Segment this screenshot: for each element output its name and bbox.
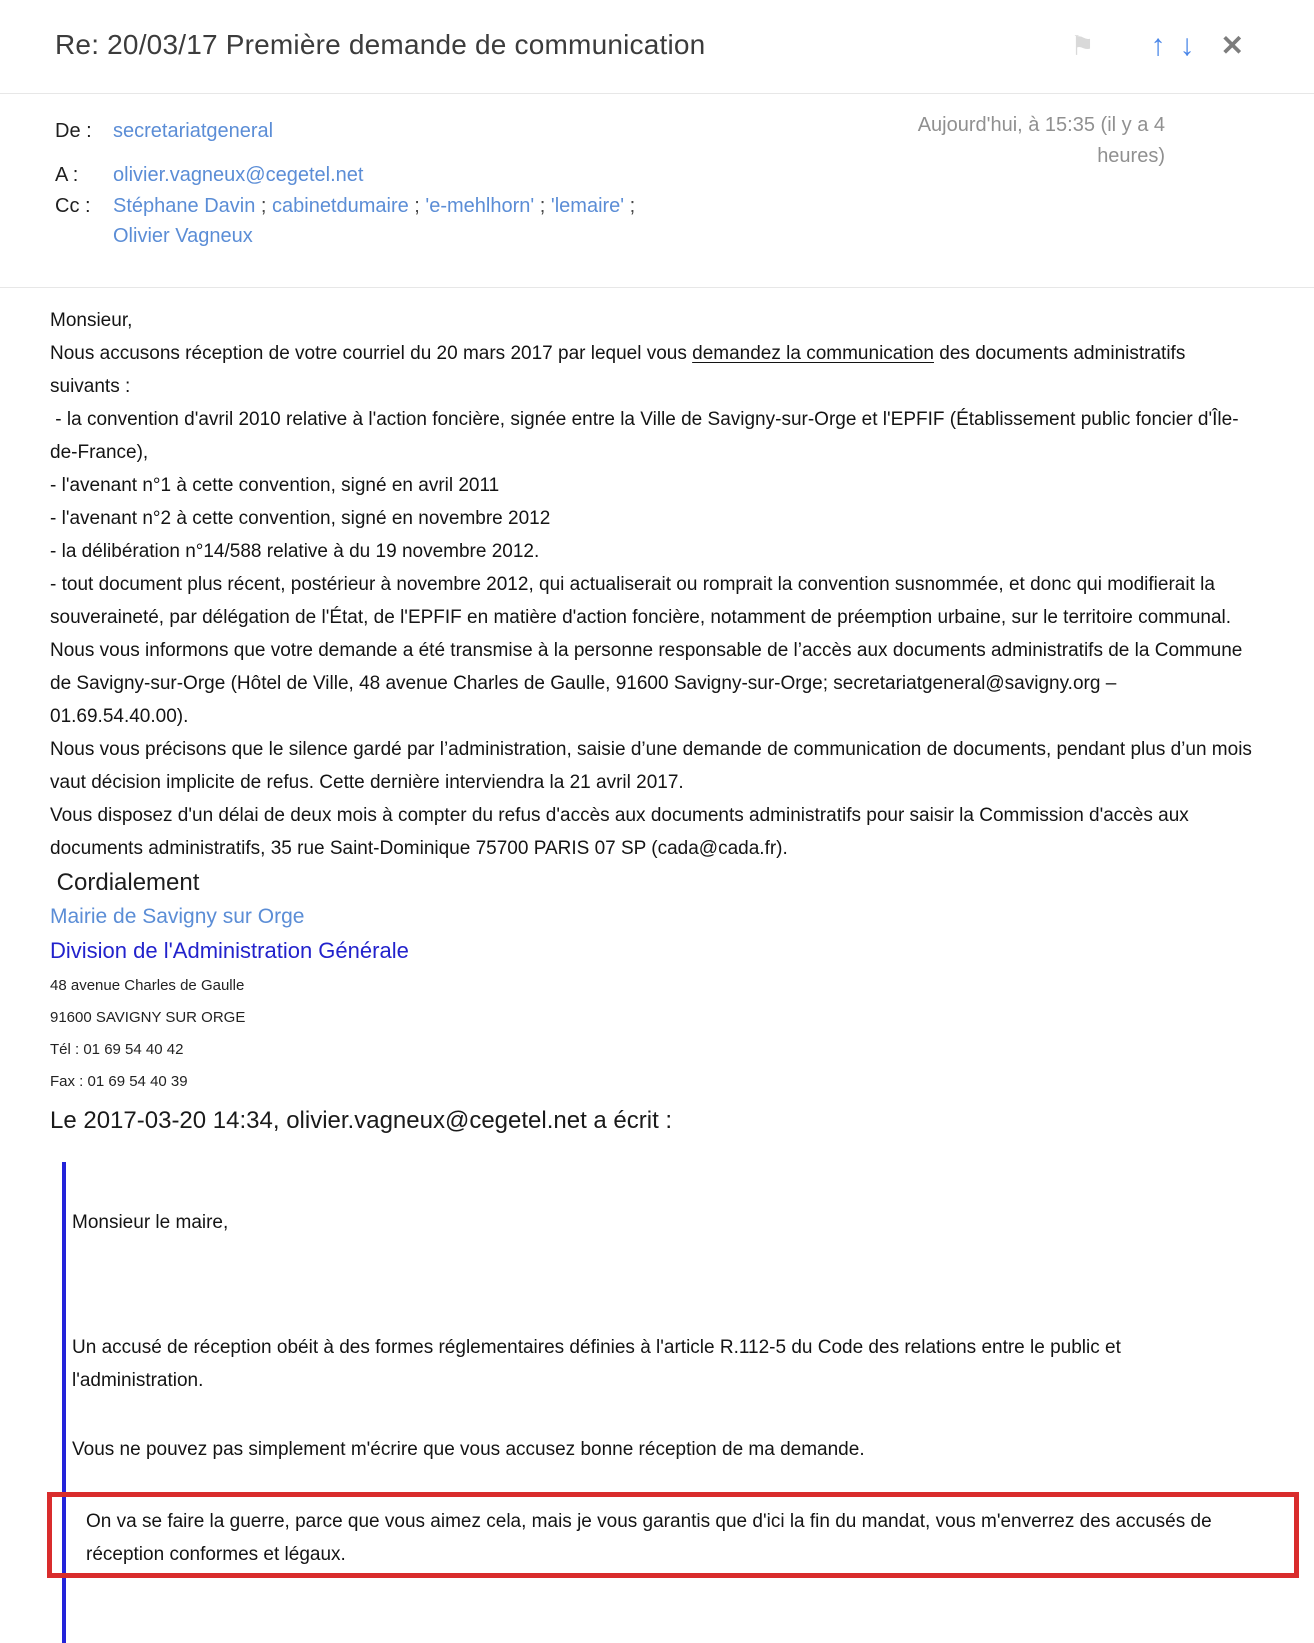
body-text: des documents administratifs suivants : bbox=[50, 343, 1191, 397]
quote-attribution: Le 2017-03-20 14:34, olivier.vagneux@cegetel.net a écrit : bbox=[50, 1107, 673, 1134]
closing-text: Cordialement bbox=[50, 869, 200, 896]
list-item: - la délibération n°14/588 relative à du 19 novembre 2012. bbox=[50, 541, 540, 562]
message-headers bbox=[0, 94, 1314, 287]
signature-org-link[interactable]: Mairie de Savigny sur Orge bbox=[50, 905, 305, 928]
signature-fax: Fax : 01 69 54 40 39 bbox=[50, 1073, 188, 1090]
flag-icon[interactable]: ⚑ bbox=[1070, 31, 1095, 61]
list-item: - l'avenant n°1 à cette convention, signé en avril 2011 bbox=[50, 475, 500, 496]
body-text: Nous accusons réception de votre courriel du 20 mars 2017 par lequel vous bbox=[50, 343, 693, 364]
from-row bbox=[55, 116, 845, 146]
quoted-message bbox=[62, 1162, 1256, 1643]
to-label: A : bbox=[55, 164, 79, 186]
from-address-link[interactable]: secretariatgeneral bbox=[113, 120, 274, 142]
list-item: - l'avenant n°2 à cette convention, signé en novembre 2012 bbox=[50, 508, 551, 529]
cc-separator: ; bbox=[408, 195, 426, 217]
cc-separator: ; bbox=[534, 195, 551, 217]
body-paragraph: Nous vous précisons que le silence gardé par l’administration, saisie d’une demande de communication de documents, pendant plus d’un mois vaut décision implicite de refus. Cette dernière interviendra la 21 avril 2017. bbox=[50, 739, 1258, 793]
cc-address-link[interactable]: Olivier Vagneux bbox=[113, 225, 253, 247]
recipients-block bbox=[55, 116, 845, 251]
signature-phone: Tél : 01 69 54 40 42 bbox=[50, 1041, 184, 1058]
quote-paragraph: Vous ne pouvez pas simplement m'écrire que vous accusez bonne réception de ma demande. bbox=[72, 1439, 865, 1460]
highlighted-paragraph: On va se faire la guerre, parce que vous aimez cela, mais je vous garantis que d'ici la fin du mandat, vous m'enverrez des accusés de réception conformes et légaux. bbox=[47, 1492, 1299, 1578]
from-label: De : bbox=[55, 120, 92, 142]
cc-address-link[interactable]: 'e-mehlhorn' bbox=[425, 195, 535, 217]
quote-salutation: Monsieur le maire, bbox=[72, 1212, 229, 1233]
body-salutation: Monsieur, bbox=[50, 310, 133, 331]
body-paragraph: Nous vous informons que votre demande a été transmise à la personne responsable de l’accès aux documents administratifs de la Commune de Savigny-sur-Orge (Hôtel de Ville, 48 avenue Charles de Gaulle, 91600 Savigny-sur-Orge; secretariatgeneral@savigny.org – 01.69.54.40.00). bbox=[50, 640, 1248, 727]
cc-label: Cc : bbox=[55, 195, 91, 217]
body-paragraph: Vous disposez d'un délai de deux mois à compter du refus d'accès aux documents administratifs pour saisir la Commission d'accès aux documents administratifs, 35 rue Saint-Dominique 75700 PARIS 07 SP (cada@cada.fr). bbox=[50, 805, 1195, 859]
signature-address-line: 48 avenue Charles de Gaulle bbox=[50, 977, 245, 994]
cc-separator: ; bbox=[624, 195, 636, 217]
message-body bbox=[0, 288, 1314, 1643]
message-date: Aujourd'hui, à 15:35 (il y a 4 heures) bbox=[917, 114, 1165, 167]
signature-division-link[interactable]: Division de l'Administration Générale bbox=[50, 938, 409, 963]
cc-row bbox=[55, 191, 845, 251]
previous-message-icon[interactable]: ↑ bbox=[1150, 29, 1166, 62]
email-subject: Re: 20/03/17 Première demande de communication bbox=[55, 29, 706, 60]
quote-paragraph: Un accusé de réception obéit à des formes réglementaires définies à l'article R.112-5 du Code des relations entre le public et l'administration. bbox=[72, 1337, 1127, 1391]
underlined-text: demandez la communication bbox=[692, 343, 934, 364]
titlebar bbox=[0, 0, 1314, 93]
list-item: - tout document plus récent, postérieur à novembre 2012, qui actualiserait ou romprait la convention susnommée, et donc qui modifierait la souveraineté, par délégation de l'État, de l'EPFIF en matière d'action foncière, notamment de préemption urbaine, sur le territoire communal. bbox=[50, 574, 1232, 628]
cc-links bbox=[113, 191, 635, 251]
list-item: - la convention d'avril 2010 relative à l'action foncière, signée entre la Ville de Savigny-sur-Orge et l'EPFIF (Établissement public foncier d'Île-de-France), bbox=[50, 409, 1239, 463]
message-toolbar bbox=[1070, 26, 1244, 66]
signature-division-row bbox=[50, 934, 1256, 970]
body-paragraph bbox=[50, 337, 1256, 403]
to-address-link[interactable]: olivier.vagneux@cegetel.net bbox=[113, 164, 364, 186]
signature-org-row bbox=[50, 901, 1256, 934]
signature-address-line: 91600 SAVIGNY SUR ORGE bbox=[50, 1009, 246, 1026]
to-row bbox=[55, 160, 845, 190]
close-icon[interactable]: ✕ bbox=[1220, 30, 1244, 61]
cc-address-link[interactable]: 'lemaire' bbox=[550, 195, 625, 217]
next-message-icon[interactable]: ↓ bbox=[1179, 29, 1195, 62]
cc-address-link[interactable]: Stéphane Davin bbox=[113, 195, 256, 217]
cc-address-link[interactable]: cabinetdumaire bbox=[272, 195, 409, 217]
cc-separator: ; bbox=[255, 195, 272, 217]
